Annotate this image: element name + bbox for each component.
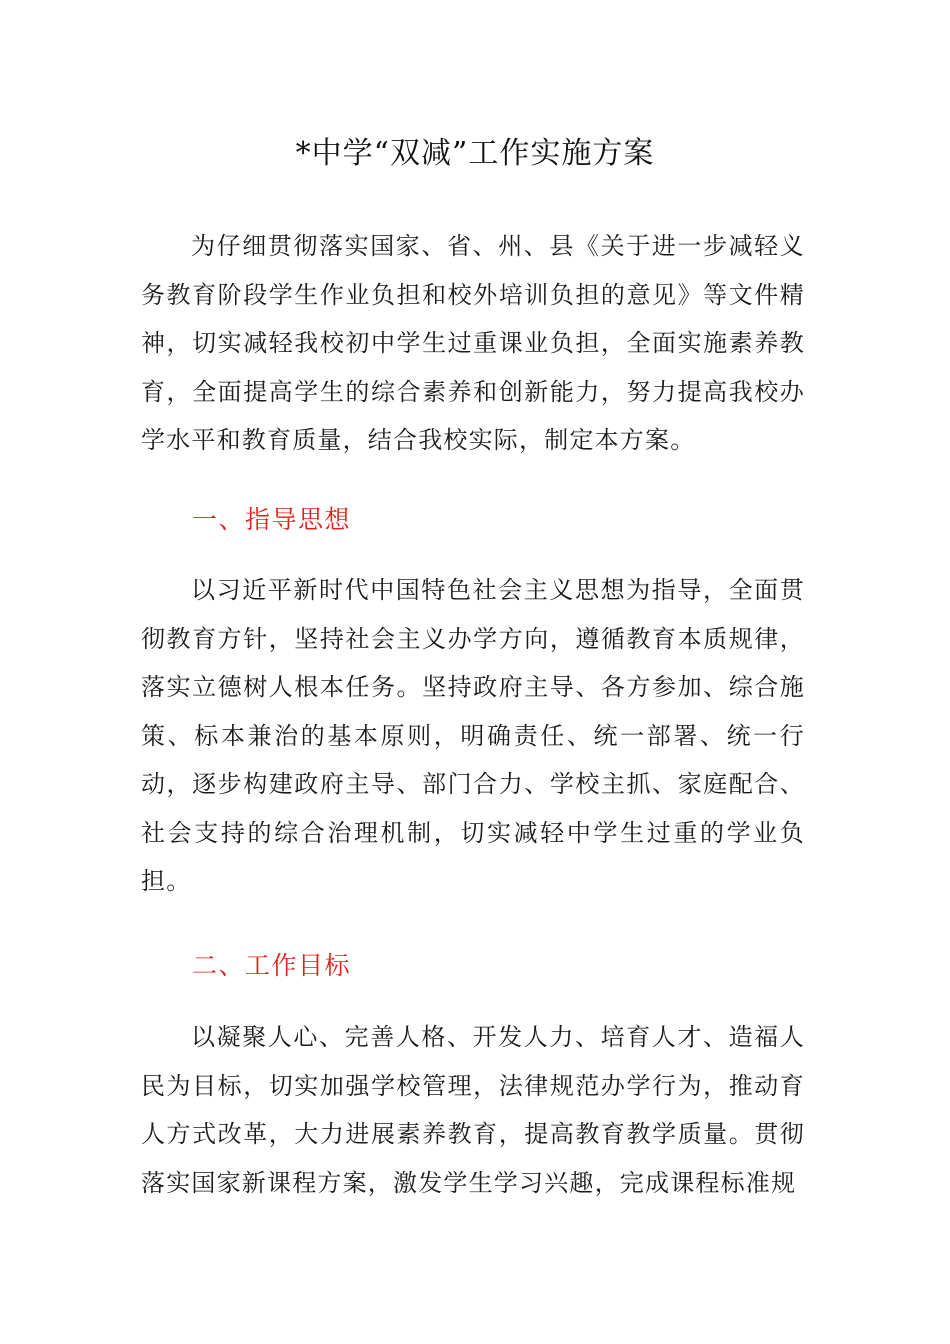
- section-heading-work-goals: 二、工作目标: [192, 951, 352, 980]
- section-body-guiding-ideology: 以习近平新时代中国特色社会主义思想为指导，全面贯彻教育方针，坚持社会主义办学方向，遵循教育本质规律，落实立德树人根本任务。坚持政府主导、各方参加、综合施策、标本兼治的基本原则，明确责任、统一部署、统一行动，逐步构建政府主导、部门合力、学校主抓、家庭配合、社会支持的综合治理机制，切实减轻中学生过重的学业负担。: [141, 576, 805, 895]
- intro-paragraph: 为仔细贯彻落实国家、省、州、县《关于进一步减轻义务教育阶段学生作业负担和校外培训负担的意见》等文件精神，切实减轻我校初中学生过重课业负担，全面实施素养教育，全面提高学生的综合素养和创新能力，努力提高我校办学水平和教育质量，结合我校实际，制定本方案。: [141, 232, 805, 454]
- document-title: *中学“双减”工作实施方案: [295, 136, 655, 171]
- section-heading-guiding-ideology: 一、指导思想: [192, 505, 352, 534]
- section-body-work-goals: 以凝聚人心、完善人格、开发人力、培育人才、造福人民为目标，切实加强学校管理，法律规范办学行为，推动育人方式改革，大力进展素养教育，提高教育教学质量。贯彻落实国家新课程方案，激发学生学习兴趣，完成课程标准规: [141, 1023, 805, 1197]
